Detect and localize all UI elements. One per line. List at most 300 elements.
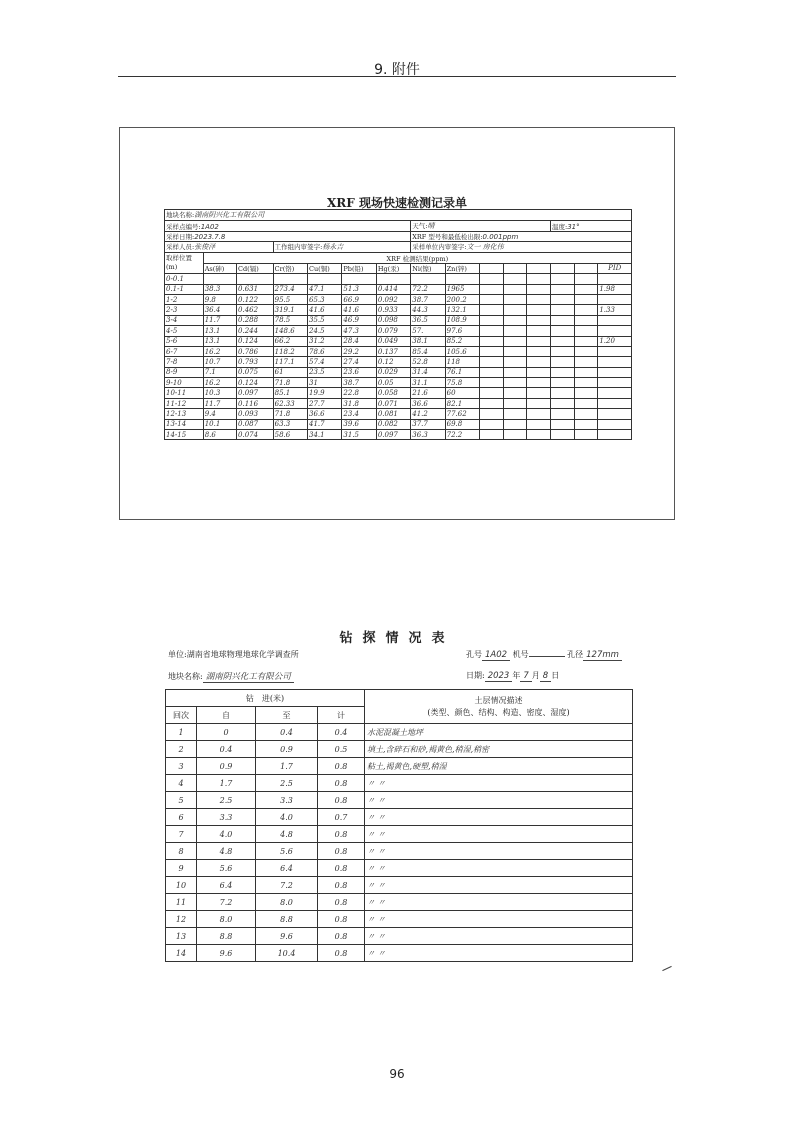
- blank-cell: [527, 346, 551, 356]
- drill-data-row: [166, 775, 633, 792]
- value-cell: 85.2: [445, 336, 479, 346]
- value-cell: 16.2: [203, 378, 236, 388]
- value-cell: 41.6: [308, 305, 342, 315]
- value-cell: 41.6: [342, 305, 376, 315]
- header-rule: [118, 76, 676, 77]
- value-cell: 319.1: [273, 305, 307, 315]
- drill-date-day: 8: [540, 671, 551, 682]
- pid-header: PID: [598, 263, 632, 273]
- blank-cell: [503, 430, 527, 440]
- drill-date-month: 7: [520, 671, 531, 682]
- drill-from-cell: 9.6: [197, 945, 256, 962]
- drill-n-cell: 8: [166, 843, 197, 860]
- drill-n-cell: 1: [166, 724, 197, 741]
- xrf-col-header: Cu(铜): [308, 263, 342, 273]
- plot-value: 湖南阴兴化工有限公司: [194, 211, 265, 219]
- blank-cell: [551, 284, 575, 294]
- xrf-meta-row: [165, 221, 632, 232]
- blank-cell: [551, 367, 575, 377]
- value-cell: [445, 274, 479, 284]
- pen-mark: [662, 966, 671, 971]
- model-label: XRF 型号和最低检出限:: [412, 233, 483, 242]
- value-cell: 9.4: [203, 409, 236, 419]
- drill-from-cell: 1.7: [197, 775, 256, 792]
- value-cell: 41.2: [411, 409, 445, 419]
- drill-from-cell: 7.2: [197, 894, 256, 911]
- pid-cell: 1.20: [598, 336, 632, 346]
- drill-to-cell: 8.0: [256, 894, 318, 911]
- hole-value: 1A02: [482, 650, 510, 661]
- value-cell: 38.3: [203, 284, 236, 294]
- value-cell: 31.1: [411, 378, 445, 388]
- drill-form-title: 钻探情况表: [339, 631, 455, 646]
- xrf-data-row: [165, 357, 632, 367]
- blank-cell: [480, 274, 504, 284]
- value-cell: 34.1: [308, 430, 342, 440]
- pid-cell: [598, 398, 632, 408]
- blank-cell: [574, 409, 598, 419]
- drill-desc-cell: 〃 〃: [365, 928, 633, 945]
- depth-cell: 0-0.1: [165, 274, 204, 284]
- drill-data-row: [166, 724, 633, 741]
- value-cell: 10.1: [203, 419, 236, 429]
- drill-total-cell: 0.8: [318, 945, 365, 962]
- blank-cell: [503, 409, 527, 419]
- xrf-data-row: [165, 378, 632, 388]
- drill-total-cell: 0.5: [318, 741, 365, 758]
- xrf-column-row: [165, 263, 632, 273]
- rig-value: [529, 656, 565, 657]
- value-cell: 52.8: [411, 357, 445, 367]
- drill-data-row: [166, 826, 633, 843]
- drill-date-label: 日期:: [466, 671, 485, 680]
- day-char: 日: [551, 671, 560, 680]
- xrf-data-row: [165, 315, 632, 325]
- drill-n-cell: 4: [166, 775, 197, 792]
- pid-cell: 1.98: [598, 284, 632, 294]
- drill-to-cell: 0.4: [256, 724, 318, 741]
- blank-cell: [503, 336, 527, 346]
- value-cell: 66.9: [342, 294, 376, 304]
- value-cell: 0.097: [376, 430, 410, 440]
- blank-cell: [527, 388, 551, 398]
- drill-plot: [168, 670, 294, 682]
- blank-cell: [480, 398, 504, 408]
- drill-total-cell: 0.8: [318, 826, 365, 843]
- blank-cell: [551, 336, 575, 346]
- blank-cell: [574, 274, 598, 284]
- pid-cell: [598, 294, 632, 304]
- drill-from-cell: 0.9: [197, 758, 256, 775]
- value-cell: 36.4: [203, 305, 236, 315]
- drill-progress-header: 钻 进(米): [166, 690, 365, 707]
- value-cell: 0.074: [237, 430, 274, 440]
- depth-cell: 3-4: [165, 315, 204, 325]
- year-char: 年: [512, 671, 521, 680]
- value-cell: 0.116: [237, 398, 274, 408]
- xrf-data-row: [165, 388, 632, 398]
- sample-no-value: 1A02: [200, 222, 219, 231]
- drill-total-cell: 0.8: [318, 843, 365, 860]
- xrf-data-row: [165, 336, 632, 346]
- desc-header-main: 土层情况描述: [474, 695, 523, 705]
- value-cell: 31.5: [342, 430, 376, 440]
- sample-no-label: 采样点编号:: [166, 222, 201, 231]
- unit-reviewer-label: 采样单位内审签字:: [412, 243, 467, 252]
- blank-cell: [527, 357, 551, 367]
- weather-value: 晴: [427, 222, 435, 230]
- xrf-col-header: Hg(汞): [376, 263, 410, 273]
- pid-cell: [598, 388, 632, 398]
- pid-cell: [598, 326, 632, 336]
- drill-desc-cell: 〃 〃: [365, 860, 633, 877]
- value-cell: 1965: [445, 284, 479, 294]
- value-cell: 44.3: [411, 305, 445, 315]
- drill-from-cell: 5.6: [197, 860, 256, 877]
- drill-desc-cell: 〃 〃: [365, 877, 633, 894]
- reviewer-value: 杨永吉: [322, 243, 344, 252]
- xrf-col-blank: [551, 263, 575, 273]
- col-round: 回次: [166, 707, 197, 724]
- blank-cell: [527, 419, 551, 429]
- value-cell: 117.1: [273, 357, 307, 367]
- pid-cell: [598, 430, 632, 440]
- value-cell: 36.3: [411, 430, 445, 440]
- value-cell: 72.2: [445, 430, 479, 440]
- hole-label: 孔号: [466, 650, 482, 659]
- blank-cell: [527, 398, 551, 408]
- xrf-data-row: [165, 430, 632, 440]
- drill-total-cell: 0.8: [318, 911, 365, 928]
- value-cell: 31.2: [308, 336, 342, 346]
- xrf-data-row: [165, 274, 632, 284]
- blank-cell: [503, 294, 527, 304]
- drill-total-cell: 0.8: [318, 877, 365, 894]
- blank-cell: [503, 315, 527, 325]
- depth-cell: 14-15: [165, 430, 204, 440]
- blank-cell: [480, 294, 504, 304]
- value-cell: 78.5: [273, 315, 307, 325]
- drill-date: [466, 670, 559, 681]
- value-cell: 0.092: [376, 294, 410, 304]
- blank-cell: [551, 419, 575, 429]
- value-cell: 8.6: [203, 430, 236, 440]
- value-cell: 65.3: [308, 294, 342, 304]
- value-cell: 69.8: [445, 419, 479, 429]
- value-cell: 0.058: [376, 388, 410, 398]
- weather-label: 天气:: [412, 222, 428, 230]
- drill-from-cell: 8.8: [197, 928, 256, 945]
- depth-cell: 10-11: [165, 388, 204, 398]
- xrf-data-row: [165, 419, 632, 429]
- blank-cell: [527, 367, 551, 377]
- value-cell: 0.137: [376, 346, 410, 356]
- col-to: 至: [256, 707, 318, 724]
- blank-cell: [551, 326, 575, 336]
- value-cell: 95.5: [273, 294, 307, 304]
- value-cell: 72.2: [411, 284, 445, 294]
- value-cell: 29.2: [342, 346, 376, 356]
- blank-cell: [503, 378, 527, 388]
- results-header: XRF 检测结果(ppm): [203, 253, 631, 263]
- value-cell: 77.62: [445, 409, 479, 419]
- drill-total-cell: 0.8: [318, 792, 365, 809]
- blank-cell: [503, 398, 527, 408]
- temp-value: 31°: [567, 222, 580, 231]
- blank-cell: [551, 315, 575, 325]
- value-cell: [237, 274, 274, 284]
- value-cell: 0.079: [376, 326, 410, 336]
- value-cell: 0.098: [376, 315, 410, 325]
- unit-label: 单位:: [168, 650, 187, 659]
- value-cell: 0.097: [237, 388, 274, 398]
- depth-cell: 12-13: [165, 409, 204, 419]
- value-cell: [342, 274, 376, 284]
- value-cell: 118.2: [273, 346, 307, 356]
- xrf-form-title: XRF 现场快速检测记录单: [327, 196, 467, 210]
- blank-cell: [527, 305, 551, 315]
- value-cell: 46.9: [342, 315, 376, 325]
- value-cell: 23.4: [342, 409, 376, 419]
- blank-cell: [480, 430, 504, 440]
- xrf-data-row: [165, 305, 632, 315]
- drill-data-row: [166, 860, 633, 877]
- drill-desc-cell: 〃 〃: [365, 826, 633, 843]
- blank-cell: [503, 305, 527, 315]
- drill-n-cell: 7: [166, 826, 197, 843]
- value-cell: [203, 274, 236, 284]
- value-cell: 148.6: [273, 326, 307, 336]
- blank-cell: [480, 388, 504, 398]
- drill-desc-cell: 填土,含碎石和砂,褐黄色,稍湿,稍密: [365, 741, 633, 758]
- drill-total-cell: 0.8: [318, 775, 365, 792]
- value-cell: 108.9: [445, 315, 479, 325]
- xrf-meta-row: [165, 242, 632, 253]
- drill-desc-cell: 〃 〃: [365, 843, 633, 860]
- value-cell: 76.1: [445, 367, 479, 377]
- depth-cell: 1-2: [165, 294, 204, 304]
- blank-cell: [574, 357, 598, 367]
- blank-cell: [574, 367, 598, 377]
- blank-cell: [480, 346, 504, 356]
- drill-n-cell: 11: [166, 894, 197, 911]
- depth-cell: 4-5: [165, 326, 204, 336]
- drill-to-cell: 4.8: [256, 826, 318, 843]
- value-cell: 0.12: [376, 357, 410, 367]
- value-cell: 24.5: [308, 326, 342, 336]
- value-cell: 0.075: [237, 367, 274, 377]
- drill-data-row: [166, 911, 633, 928]
- blank-cell: [551, 409, 575, 419]
- blank-cell: [551, 398, 575, 408]
- drill-data-row: [166, 877, 633, 894]
- blank-cell: [551, 305, 575, 315]
- xrf-col-header: Pb(铅): [342, 263, 376, 273]
- blank-cell: [480, 305, 504, 315]
- value-cell: 0.786: [237, 346, 274, 356]
- date-label: 采样日期:: [166, 233, 195, 242]
- blank-cell: [574, 294, 598, 304]
- drill-to-cell: 10.4: [256, 945, 318, 962]
- drill-to-cell: 1.7: [256, 758, 318, 775]
- drill-from-cell: 3.3: [197, 809, 256, 826]
- pid-cell: [598, 315, 632, 325]
- drill-date-year: 2023: [485, 671, 513, 682]
- value-cell: [273, 274, 307, 284]
- drill-total-cell: 0.8: [318, 894, 365, 911]
- drill-from-cell: 2.5: [197, 792, 256, 809]
- depth-cell: 2-3: [165, 305, 204, 315]
- drill-n-cell: 6: [166, 809, 197, 826]
- reviewer-label: 工作组内审签字:: [274, 243, 323, 252]
- blank-cell: [480, 284, 504, 294]
- value-cell: 11.7: [203, 315, 236, 325]
- blank-cell: [574, 326, 598, 336]
- xrf-data-row: [165, 284, 632, 294]
- month-char: 月: [531, 671, 540, 680]
- value-cell: 105.6: [445, 346, 479, 356]
- xrf-col-header: As(砷): [203, 263, 236, 273]
- blank-cell: [551, 274, 575, 284]
- value-cell: 0.414: [376, 284, 410, 294]
- blank-cell: [480, 409, 504, 419]
- value-cell: 27.7: [308, 398, 342, 408]
- value-cell: 16.2: [203, 346, 236, 356]
- blank-cell: [527, 326, 551, 336]
- blank-cell: [574, 388, 598, 398]
- drill-desc-cell: 〃 〃: [365, 809, 633, 826]
- model-value: 0.001ppm: [482, 233, 519, 242]
- xrf-data-row: [165, 326, 632, 336]
- pid-cell: 1.33: [598, 305, 632, 315]
- drill-total-cell: 0.8: [318, 860, 365, 877]
- drill-to-cell: 3.3: [256, 792, 318, 809]
- drill-record-table: [165, 689, 633, 962]
- blank-cell: [574, 346, 598, 356]
- value-cell: 61: [273, 367, 307, 377]
- value-cell: 31.8: [342, 398, 376, 408]
- blank-cell: [480, 378, 504, 388]
- blank-cell: [480, 357, 504, 367]
- value-cell: 47.1: [308, 284, 342, 294]
- value-cell: 63.3: [273, 419, 307, 429]
- value-cell: 28.4: [342, 336, 376, 346]
- blank-cell: [574, 378, 598, 388]
- unit-reviewer-value: 文一 房化伟: [466, 243, 504, 252]
- drill-data-row: [166, 843, 633, 860]
- drill-n-cell: 12: [166, 911, 197, 928]
- blank-cell: [527, 284, 551, 294]
- depth-header: 取样位置(m): [165, 253, 204, 274]
- value-cell: 75.8: [445, 378, 479, 388]
- xrf-header-row: [165, 253, 632, 263]
- drill-data-row: [166, 945, 633, 962]
- drill-from-cell: 0: [197, 724, 256, 741]
- xrf-col-header: Zn(锌): [445, 263, 479, 273]
- value-cell: 0.933: [376, 305, 410, 315]
- sampler-label: 采样人员:: [166, 243, 195, 252]
- drill-desc-cell: 〃 〃: [365, 945, 633, 962]
- blank-cell: [574, 336, 598, 346]
- value-cell: 118: [445, 357, 479, 367]
- value-cell: [376, 274, 410, 284]
- blank-cell: [527, 294, 551, 304]
- pid-cell: [598, 419, 632, 429]
- value-cell: 57.: [411, 326, 445, 336]
- blank-cell: [574, 419, 598, 429]
- plot-label: 地块名称:: [166, 211, 195, 219]
- drill-desc-cell: 水泥混凝土地坪: [365, 724, 633, 741]
- drill-from-cell: 4.8: [197, 843, 256, 860]
- page-header: 9. 附件: [374, 62, 420, 78]
- blank-cell: [551, 378, 575, 388]
- drill-to-cell: 4.0: [256, 809, 318, 826]
- drill-to-cell: 0.9: [256, 741, 318, 758]
- unit-value: 湖南省地球物理地球化学调查所: [186, 650, 299, 659]
- blank-cell: [527, 274, 551, 284]
- blank-cell: [527, 430, 551, 440]
- value-cell: 38.1: [411, 336, 445, 346]
- value-cell: 37.7: [411, 419, 445, 429]
- value-cell: 66.2: [273, 336, 307, 346]
- blank-cell: [503, 357, 527, 367]
- page-number: 96: [389, 1067, 405, 1081]
- blank-cell: [551, 388, 575, 398]
- value-cell: 97.6: [445, 326, 479, 336]
- drill-total-cell: 0.8: [318, 758, 365, 775]
- xrf-meta-row: [165, 232, 632, 242]
- value-cell: 27.4: [342, 357, 376, 367]
- drill-data-row: [166, 894, 633, 911]
- value-cell: 19.9: [308, 388, 342, 398]
- blank-cell: [527, 315, 551, 325]
- value-cell: 200.2: [445, 294, 479, 304]
- value-cell: 60: [445, 388, 479, 398]
- value-cell: 0.288: [237, 315, 274, 325]
- xrf-data-row: [165, 294, 632, 304]
- desc-header-sub: (类型、颜色、结构、构造、密度、湿度): [427, 707, 570, 717]
- value-cell: [308, 274, 342, 284]
- pid-cell: [598, 367, 632, 377]
- blank-cell: [527, 378, 551, 388]
- blank-cell: [503, 419, 527, 429]
- depth-cell: 6-7: [165, 346, 204, 356]
- depth-cell: 13-14: [165, 419, 204, 429]
- drill-plot-value: 湖南阴兴化工有限公司: [203, 672, 294, 683]
- diameter-value: 127mm: [583, 650, 622, 661]
- value-cell: 0.082: [376, 419, 410, 429]
- value-cell: 78.6: [308, 346, 342, 356]
- value-cell: 57.4: [308, 357, 342, 367]
- drill-desc-cell: 〃 〃: [365, 911, 633, 928]
- temp-label: 温度:: [552, 222, 568, 231]
- value-cell: 0.244: [237, 326, 274, 336]
- value-cell: 0.124: [237, 378, 274, 388]
- value-cell: 0.124: [237, 336, 274, 346]
- drill-desc-header: [365, 690, 633, 724]
- date-value: 2023.7.8: [194, 233, 226, 242]
- drill-n-cell: 10: [166, 877, 197, 894]
- xrf-col-header: Cr(铬): [273, 263, 307, 273]
- value-cell: 85.4: [411, 346, 445, 356]
- value-cell: 41.7: [308, 419, 342, 429]
- blank-cell: [551, 346, 575, 356]
- drill-n-cell: 9: [166, 860, 197, 877]
- drill-data-row: [166, 792, 633, 809]
- value-cell: 9.8: [203, 294, 236, 304]
- drill-data-row: [166, 928, 633, 945]
- value-cell: 10.3: [203, 388, 236, 398]
